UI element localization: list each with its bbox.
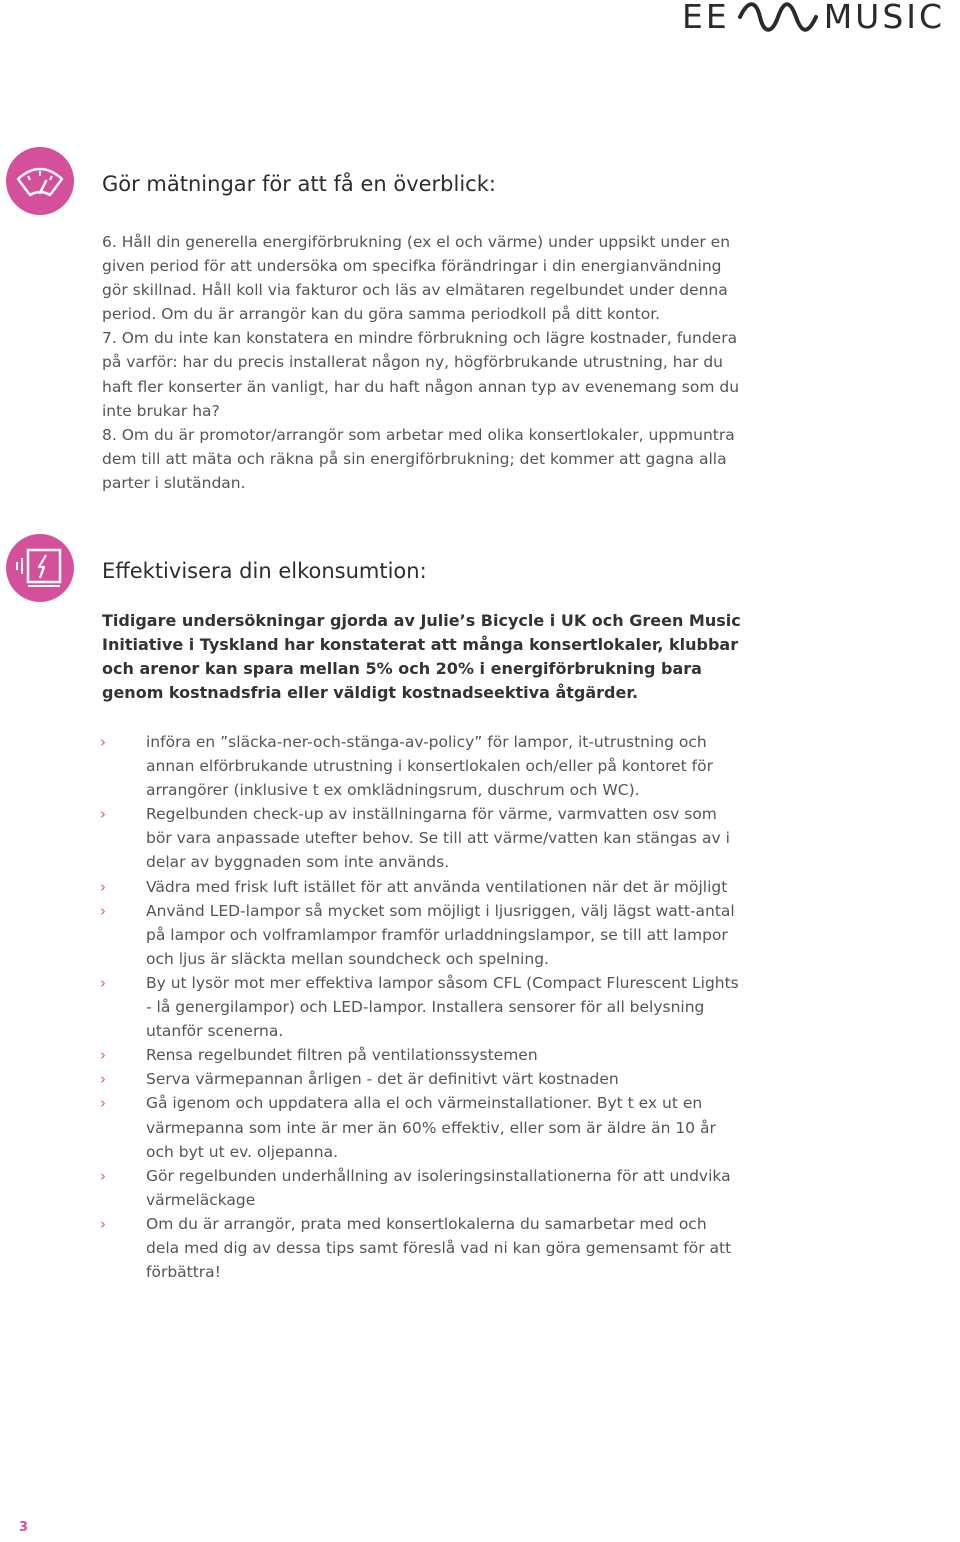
list-item: › Gör regelbunden underhållning av isoleringsinstallationerna för att undvika värmeläckage [100,1164,740,1212]
list-item: › införa en ”släcka-ner-och-stänga-av-policy” för lampor, it-utrustning och annan elförbrukande utrustning i konsertlokalen och/eller på kontoret för arrangörer (inklusive t ex omklädningsrum, duschrum och WC). [100,730,740,802]
chevron-right-icon: › [100,1046,106,1065]
list-item: › Regelbunden check-up av inställningarna för värme, varmvatten osv som bör vara anpassade utefter behov. Se till att värme/vatten kan stängas av i delar av byggnaden som inte används. [100,802,740,874]
tips-list [100,730,740,1284]
section-title-measurements: Gör mätningar för att få en överblick: [102,172,496,196]
measurements-paragraphs [102,230,742,495]
gauge-icon [6,147,74,215]
chevron-right-icon: › [100,1094,106,1113]
chevron-right-icon: › [100,973,106,992]
paragraph-7: 7. Om du inte kan konstatera en mindre förbrukning och lägre kostnader, fundera på varför: har du precis installerat någon ny, högförbrukande utrustning, har du haft fler konserter än vanligt, har du haft någon annan typ av evenemang som du inte brukar ha? [102,329,740,420]
chevron-right-icon: › [100,1166,106,1185]
list-item: › By ut lysör mot mer effektiva lampor såsom CFL (Compact Flurescent Lights - lå genergilampor) och LED-lampor. Installera sensorer för all belysning utanför scenerna. [100,971,740,1043]
chevron-right-icon: › [100,877,106,896]
list-item: › Använd LED-lampor så mycket som möjligt i ljusriggen, välj lägst watt-antal på lampor och volframlampor framför urladdningslampor, se till att lampor och ljus är släckta mellan soundcheck och spelning. [100,899,740,971]
paragraph-8: 8. Om du är promotor/arrangör som arbetar med olika konsertlokaler, uppmuntra dem till att mäta och räkna på sin energiförbrukning; det kommer att gagna alla parter i slutändan. [102,425,735,492]
chevron-right-icon: › [100,733,106,751]
chevron-right-icon: › [100,1214,106,1233]
list-item: › Vädra med frisk luft istället för att använda ventilationen när det är möjligt [100,875,740,899]
page-number: 3 [19,1520,29,1535]
electric-device-icon [6,534,74,602]
chevron-right-icon: › [100,901,106,920]
logo-music-text: MUSIC [823,0,946,36]
list-item: › Rensa regelbundet filtren på ventilationssystemen [100,1043,740,1067]
list-item: › Gå igenom och uppdatera alla el och värmeinstallationer. Byt t ex ut en värmepanna som inte är mer än 60% effektiv, eller som är äldre än 10 år och byt ut ev. oljepanna. [100,1091,740,1163]
section-title-electricity: Effektivisera din elkonsumtion: [102,559,427,583]
ee-music-logo [682,0,960,34]
logo-ee-text: EE [682,0,730,36]
chevron-right-icon: › [100,1070,106,1089]
paragraph-6: 6. Håll din generella energiförbrukning (ex el och värme) under uppsikt under en given period för att undersöka om specifka förändringar i din energianvändning gör skillnad. Håll koll via fakturor och läs av elmätaren regelbundet under denna period. Om du är arrangör kan du göra samma periodkoll på ditt kontor. [102,233,731,324]
intro-paragraph: Tidigare undersökningar gjorda av Julie’s Bicycle i UK och Green Music Initiative i Tyskland har konstaterat att många konsertlokaler, klubbar och arenor kan spara mellan 5% och 20% i energiförbrukning bara genom kostnadsfria eller väldigt kostnadseektiva åtgärder. [102,611,741,703]
chevron-right-icon: › [100,805,106,824]
list-item: › Om du är arrangör, prata med konsertlokalerna du samarbetar med och dela med dig av dessa tips samt föreslå vad ni kan göra gemensamt för att förbättra! [100,1212,740,1284]
wave-icon [738,2,818,32]
list-item: › Serva värmepannan årligen - det är definitivt värt kostnaden [100,1067,740,1091]
